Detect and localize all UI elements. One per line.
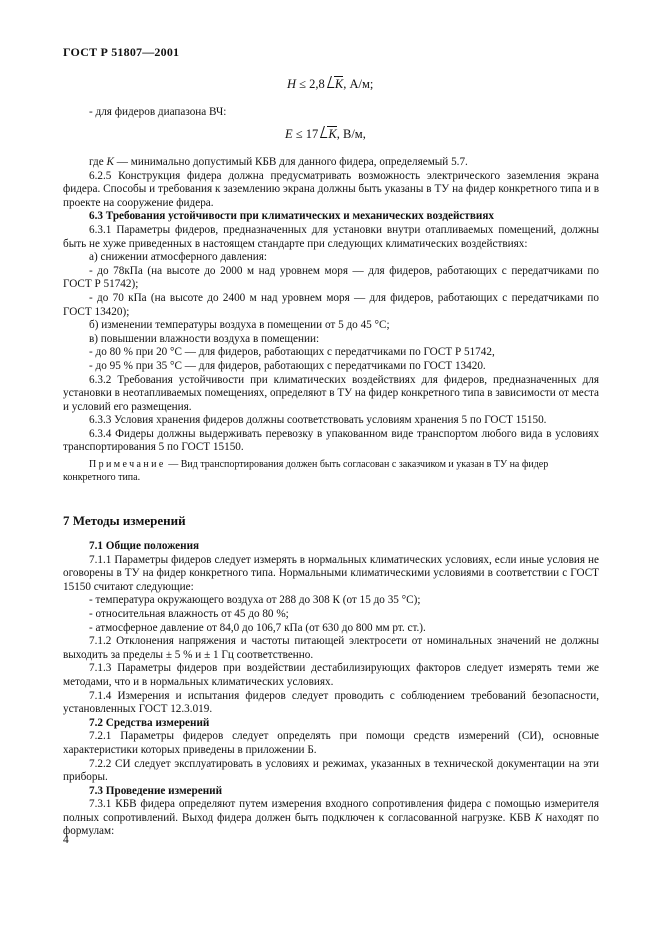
note-label: Примечание bbox=[89, 459, 166, 470]
paragraph-7-1-2: 7.1.2 Отклонения напряжения и частоты питающей электросети от номинальных значений не должны выходить за пределы ± 5 % и ± 1 Гц соответственно. bbox=[63, 635, 599, 661]
paragraph-6-2-5: 6.2.5 Конструкция фидера должна предусматривать возможность электрического заземления экрана фидера. Способы и требования к заземлению экрана должны быть указаны в ТУ на фидер конкретного типа и в проекте на сооружение фидера. bbox=[63, 169, 599, 209]
item-7-1-1-b: - относительная влажность от 45 до 80 %; bbox=[89, 607, 289, 620]
formula-var-e: E bbox=[285, 127, 293, 141]
item-6-3-1-a1: - до 78кПа (на высоте до 2000 м над уровнем моря — для фидеров, работающих с передатчиками по ГОСТ Р 51742); bbox=[63, 264, 599, 291]
formula-relation: ≤ 2,8 bbox=[296, 77, 328, 91]
sqrt-symbol bbox=[321, 127, 336, 141]
note-text: — Вид транспортирования должен быть согласован с заказчиком и указан в ТУ на фидер конкретного типа. bbox=[63, 459, 549, 483]
formula-h-limit bbox=[287, 77, 373, 92]
paragraph-7-1-3: 7.1.3 Параметры фидеров при воздействии дестабилизирующих факторов следует измерять теми же методами, что и в нормальных климатических условиях. bbox=[63, 662, 599, 688]
paragraph-7-1-4: 7.1.4 Измерения и испытания фидеров следует проводить с соблюдением требований безопасности, установленных ГОСТ 12.3.019. bbox=[63, 689, 599, 716]
vhf-line: - для фидеров диапазона ВЧ: bbox=[89, 106, 227, 118]
formula-unit: , А/м; bbox=[343, 77, 374, 91]
paragraph-7-2-2: 7.2.2 СИ следует эксплуатировать в условиях и режимах, указанных в технической документации на эти приборы. bbox=[63, 757, 599, 784]
item-7-1-1-a: - температура окружающего воздуха от 288 до 308 К (от 15 до 35 °С); bbox=[89, 594, 421, 607]
item-6-3-1-a: а) снижении атмосферного давления: bbox=[89, 251, 268, 264]
item-6-3-1-c2: - до 95 % при 35 °С — для фидеров, работающих с передатчиками по ГОСТ 13420. bbox=[89, 359, 486, 372]
formula-var-k: K bbox=[328, 127, 337, 141]
paragraph-7-1-1: 7.1.1 Параметры фидеров следует измерять в нормальных климатических условиях, если иные условия не оговорены в ТУ на фидер конкретного типа. Нормальными климатическими условиями в соответствии с ГОСТ 15150 считают следующие: bbox=[63, 553, 599, 593]
item-6-3-1-c: в) повышении влажности воздуха в помещении: bbox=[89, 332, 320, 345]
formula-e-limit bbox=[285, 127, 366, 142]
item-6-3-1-b: б) изменении температуры воздуха в помещении от 5 до 45 °С; bbox=[89, 319, 390, 332]
page-number: 4 bbox=[63, 834, 69, 846]
body-text-section7 bbox=[63, 540, 599, 839]
formula-unit: , В/м, bbox=[336, 127, 366, 141]
paragraph-6-3-1: 6.3.1 Параметры фидеров, предназначенных для установки внутри отапливаемых помещений, должны быть не хуже приведенных в настоящем стандарте при следующих климатических воздействиях: bbox=[63, 223, 599, 250]
item-6-3-1-a2: - до 70 кПа (на высоте до 2400 м над уровнем моря — для фидеров, работающих с передатчиками по ГОСТ 13420); bbox=[63, 291, 599, 318]
heading-7-3: 7.3 Проведение измерений bbox=[89, 784, 223, 797]
paragraph-7-3-1: 7.3.1 КБВ фидера определяют путем измерения входного сопротивления фидера с помощью измерителя полных сопротивлений. Выход фидера должен быть подключен к согласованной нагрузке. КБВ K находят по формулам: bbox=[63, 798, 600, 838]
paragraph-6-3-3: 6.3.3 Условия хранения фидеров должны соответствовать условиям хранения 5 по ГОСТ 15150. bbox=[89, 414, 547, 427]
paragraph-6-3-4: 6.3.4 Фидеры должны выдерживать перевозку в упакованном виде транспортом любого вида в условиях транспортирования 5 по ГОСТ 15150. bbox=[63, 427, 599, 454]
paragraph-6-3-2: 6.3.2 Требования устойчивости при климатических воздействиях для фидеров, предназначенных для установки в неотапливаемых помещениях, определяют в ТУ на фидер конкретного типа в зависимости от места и условий его размещения. bbox=[63, 373, 599, 413]
paragraph-7-2-1: 7.2.1 Параметры фидеров следует определять при помощи средств измерений (СИ), основные характеристики которых приведены в приложении Б. bbox=[63, 730, 599, 756]
item-6-3-1-c1: - до 80 % при 20 °С — для фидеров, работающих с передатчиками по ГОСТ Р 51742, bbox=[89, 346, 495, 359]
note bbox=[63, 459, 599, 485]
formula-relation: ≤ 17 bbox=[292, 127, 322, 141]
body-text-section6 bbox=[63, 156, 599, 455]
sqrt-symbol bbox=[328, 77, 343, 91]
formula-var-h: H bbox=[287, 77, 297, 91]
heading-6-3: 6.3 Требования устойчивости при климатических и механических воздействиях bbox=[89, 210, 495, 223]
item-7-1-1-c: - атмосферное давление от 84,0 до 106,7 кПа (от 630 до 800 мм рт. ст.). bbox=[89, 621, 426, 634]
section-7-title: 7 Методы измерений bbox=[63, 513, 186, 528]
where-clause: где K — минимально допустимый КБВ для данного фидера, определяемый 5.7. bbox=[89, 156, 468, 168]
heading-7-1: 7.1 Общие положения bbox=[89, 540, 200, 552]
formula-var-k: K bbox=[334, 77, 344, 91]
document-header: ГОСТ Р 51807—2001 bbox=[63, 45, 180, 59]
vhf-line-block bbox=[63, 106, 599, 120]
heading-7-2: 7.2 Средства измерений bbox=[89, 716, 210, 729]
